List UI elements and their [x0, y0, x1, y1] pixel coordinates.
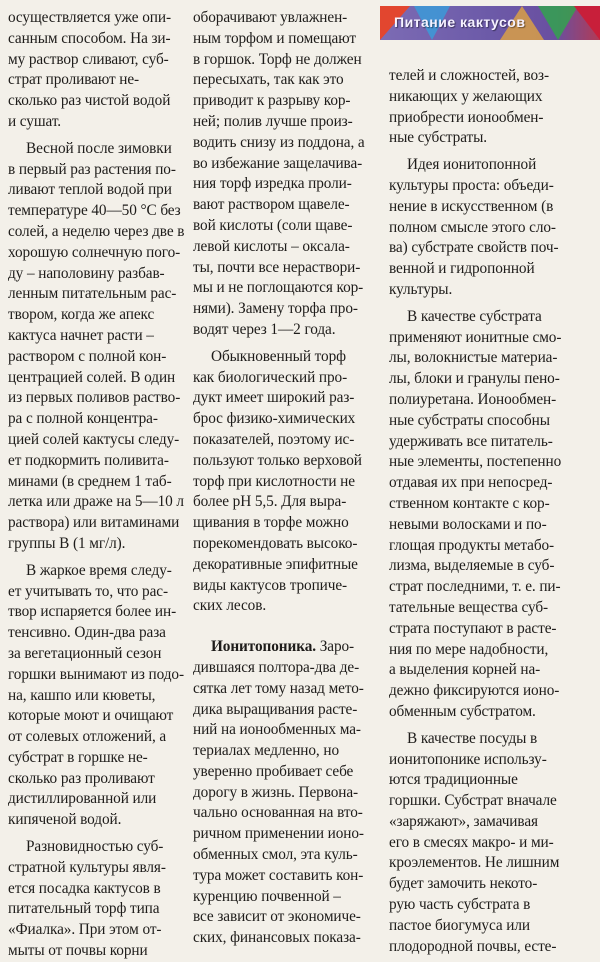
text-line: кактуса начнет расти – — [8, 326, 154, 344]
text-line: страт последними, т. е. пи- — [389, 578, 561, 596]
text-line: ты, почти все нераствори- — [193, 258, 361, 276]
text-line: которые моют и очищают — [8, 707, 174, 725]
text-line: дукт имеет широкий раз- — [193, 389, 355, 407]
text-line: В качестве посуды в — [407, 729, 538, 747]
text-line: виды кактусов тропиче- — [193, 576, 348, 594]
text-line: куренцию почвенной – — [193, 887, 341, 905]
text-line: ется посадка кактусов в — [8, 879, 161, 897]
text-line: вают раствором щавеле- — [193, 196, 350, 214]
text-line: Обыкновенный торф — [211, 347, 346, 365]
text-line: центрацией солей. В один — [8, 368, 176, 386]
text-line: от солевых отложений, а — [8, 728, 167, 746]
text-fragment: Заро- — [315, 638, 355, 656]
text-line: за вегетационный сезон — [8, 644, 162, 662]
text-line: ния по мере надобности, — [389, 640, 549, 658]
text-line: как биологический про- — [193, 368, 348, 386]
text-line: плодородной почвы, есте- — [389, 937, 557, 955]
text-line: ются традиционные — [389, 771, 518, 789]
text-line: раствора) или витаминами — [8, 514, 180, 532]
text-line: солей, а неделю через две в — [8, 222, 185, 240]
text-line: тура может составить кон- — [193, 866, 364, 884]
text-line: уверенно пробивает себе — [193, 762, 354, 780]
text-line: страта поступают в расте- — [389, 619, 557, 637]
text-line: дежно фиксируются ионо- — [389, 682, 560, 700]
text-line: нями). Замену торфа про- — [193, 300, 358, 318]
text-line: оборачивают увлажнен- — [193, 9, 348, 26]
text-column-1 — [8, 8, 186, 962]
text-line: глощая продукты метабо- — [389, 536, 555, 554]
text-line: в горшок. Торф не должен — [193, 50, 362, 68]
text-line: более pH 5,5. Для выра- — [193, 493, 347, 511]
text-line: дившаяся полтора-два де- — [193, 658, 360, 676]
text-line: ричном применении ионо- — [193, 825, 364, 843]
text-line: и сушат. — [8, 112, 61, 130]
text-line: все зависит от экономиче- — [193, 908, 361, 926]
text-line: приводит к разрыву кор- — [193, 92, 351, 110]
text-line: в первый раз растения по- — [8, 160, 176, 178]
text-line: мы и не поглощаются кор- — [193, 279, 364, 297]
text-line: твор испаряется более ин- — [8, 603, 177, 621]
text-line: полном смысле этого сло- — [389, 218, 556, 236]
text-line: культуры. — [389, 280, 453, 298]
text-line: «заряжают», замачивая — [389, 812, 538, 830]
text-line: ленным питательным рас- — [8, 285, 177, 303]
text-line: ских лесов. — [193, 597, 267, 615]
text-line: лизма, выделяемые в суб- — [389, 557, 555, 575]
text-line: температуре 40—50 °С без — [8, 202, 181, 220]
text-line: отдавая их при непосред- — [389, 474, 553, 492]
text-line: минами (в среднем 1 таб- — [8, 472, 172, 490]
text-line: ные субстраты способны — [389, 411, 550, 429]
text-line: ет подкормить поливита- — [8, 451, 169, 469]
text-line: горшки. Субстрат вначале — [389, 792, 557, 810]
text-line: телей и сложностей, воз- — [389, 67, 549, 84]
text-line: обменным субстратом. — [389, 702, 536, 720]
text-line: порекомендовать высоко- — [193, 534, 358, 552]
text-line: торф при кислотности не — [193, 472, 355, 490]
text-line: вой кислоты (соли щаве- — [193, 216, 353, 234]
text-line: декоративные эпифитные — [193, 555, 358, 573]
text-line: пересыхать, так как это — [193, 71, 344, 89]
text-line: ионитопонике использу- — [389, 750, 547, 768]
text-line: сколько раз проливают — [8, 769, 155, 787]
section-title: Питание кактусов — [394, 14, 526, 30]
text-line: ные субстраты. — [389, 129, 487, 147]
text-line: на, кашпо или кюветы, — [8, 686, 156, 704]
text-line: питательный торф типа — [8, 900, 160, 918]
text-line: тенсивно. Один-два раза — [8, 624, 166, 642]
text-line: пастое биогумуса или — [389, 916, 530, 934]
text-line: ней; полив лучше произ- — [193, 112, 353, 130]
text-line: венной и гидропонной — [389, 260, 535, 278]
text-line: стратной культуры явля- — [8, 858, 166, 876]
text-line: осуществляется уже опи- — [8, 9, 171, 26]
text-line: сятка лет тому назад мето- — [193, 679, 364, 697]
text-line: показателей, поэтому ис- — [193, 430, 355, 448]
text-line: ливают теплой водой при — [8, 181, 172, 199]
banner-decoration — [574, 6, 600, 40]
text-line: ния торф изредка проли- — [193, 175, 352, 193]
text-line: летка или драже на 5—10 л — [8, 493, 184, 511]
text-line: ра с полной концентра- — [8, 410, 158, 428]
text-line: обменных смол, эта куль- — [193, 846, 358, 864]
text-line: ду – наполовину разбав- — [8, 264, 165, 282]
text-line: му раствор сливают, суб- — [8, 50, 169, 68]
text-line: ные элементы, постепенно — [389, 453, 562, 471]
text-line: раствором с полной кон- — [8, 347, 167, 365]
text-line: рую часть субстрата в — [389, 896, 531, 914]
text-line: лы, блоки и гранулы пено- — [389, 370, 560, 388]
text-line: мыты от почвы корни — [8, 942, 148, 960]
text-line: В жаркое время следу- — [26, 561, 172, 579]
text-line: а выделения корней на- — [389, 661, 541, 679]
text-line: дика выращивания расте- — [193, 700, 358, 718]
section-header-banner — [380, 6, 600, 40]
text-line: во избежание защелачива- — [193, 154, 363, 172]
text-line: его в смесях макро- и ми- — [389, 833, 554, 851]
text-line: кроэлементов. Не лишним — [389, 854, 560, 872]
text-line: кипяченой водой. — [8, 811, 122, 829]
text-line: сколько раз чистой водой — [8, 92, 171, 110]
text-line: чально основанная на вто- — [193, 804, 363, 822]
subsection-heading: Ионитопоника. — [211, 638, 316, 656]
text-line: ственном контакте с кор- — [389, 494, 550, 512]
text-line: ва) субстрате свойств поч- — [389, 239, 559, 257]
text-line: невыми волосками и по- — [389, 515, 547, 533]
text-line: из первых поливов раство- — [8, 389, 181, 407]
text-column-3 — [389, 66, 569, 957]
text-line: ний на ионообменных ма- — [193, 721, 361, 739]
text-line: водить снизу из поддона, а — [193, 133, 365, 151]
text-line: левой кислоты – оксала- — [193, 237, 350, 255]
text-line: «Фиалка». При этом от- — [8, 921, 162, 939]
paragraph-spacer — [193, 617, 378, 637]
text-line: культуры проста: объеди- — [389, 176, 554, 194]
text-line: группы В (1 мг/л). — [8, 534, 126, 552]
text-line: полиуретана. Ионообмен- — [389, 390, 557, 408]
text-line: удерживать все питатель- — [389, 432, 553, 450]
text-line: приобрести ионообмен- — [389, 108, 544, 126]
text-line: хорошую солнечную пого- — [8, 243, 181, 261]
text-line: водят через 1—2 года. — [193, 320, 336, 338]
text-line: нение в искусственном (в — [389, 197, 554, 215]
text-line: В качестве субстрата — [407, 307, 542, 325]
text-column-2 — [193, 8, 378, 949]
text-line: ских, финансовых показа- — [193, 929, 361, 947]
text-line: никающих у желающих — [389, 87, 543, 105]
text-line: применяют ионитные смо- — [389, 328, 562, 346]
text-line: твором, когда же апекс — [8, 306, 155, 324]
text-line: Весной после зимовки — [26, 139, 172, 157]
text-line: ет учитывать то, что рас- — [8, 582, 168, 600]
text-line: Разновидностью суб- — [26, 838, 164, 856]
text-line: лы, волокнистые материа- — [389, 349, 558, 367]
text-line: брос физико-химических — [193, 410, 356, 428]
text-line: пользуют только верховой — [193, 451, 362, 469]
text-line: цией солей кактусы следу- — [8, 430, 180, 448]
text-line: щивания в торфе можно — [193, 514, 349, 532]
text-line: санным способом. На зи- — [8, 29, 171, 47]
text-line: Идея ионитопонной — [407, 156, 537, 174]
text-line: субстрат в горшке не- — [8, 748, 148, 766]
banner-decoration — [538, 6, 578, 40]
text-line: ным торфом и помещают — [193, 29, 356, 47]
text-line: дорогу в жизнь. Первона- — [193, 783, 359, 801]
text-line: горшки вынимают из подо- — [8, 665, 184, 683]
text-line: териалах медленно, но — [193, 742, 340, 760]
text-line: страт проливают не- — [8, 71, 140, 89]
text-line: тательные вещества суб- — [389, 598, 549, 616]
text-line: дистиллированной или — [8, 790, 157, 808]
subsection-line — [193, 637, 378, 658]
text-line: будет замочить некото- — [389, 875, 538, 893]
